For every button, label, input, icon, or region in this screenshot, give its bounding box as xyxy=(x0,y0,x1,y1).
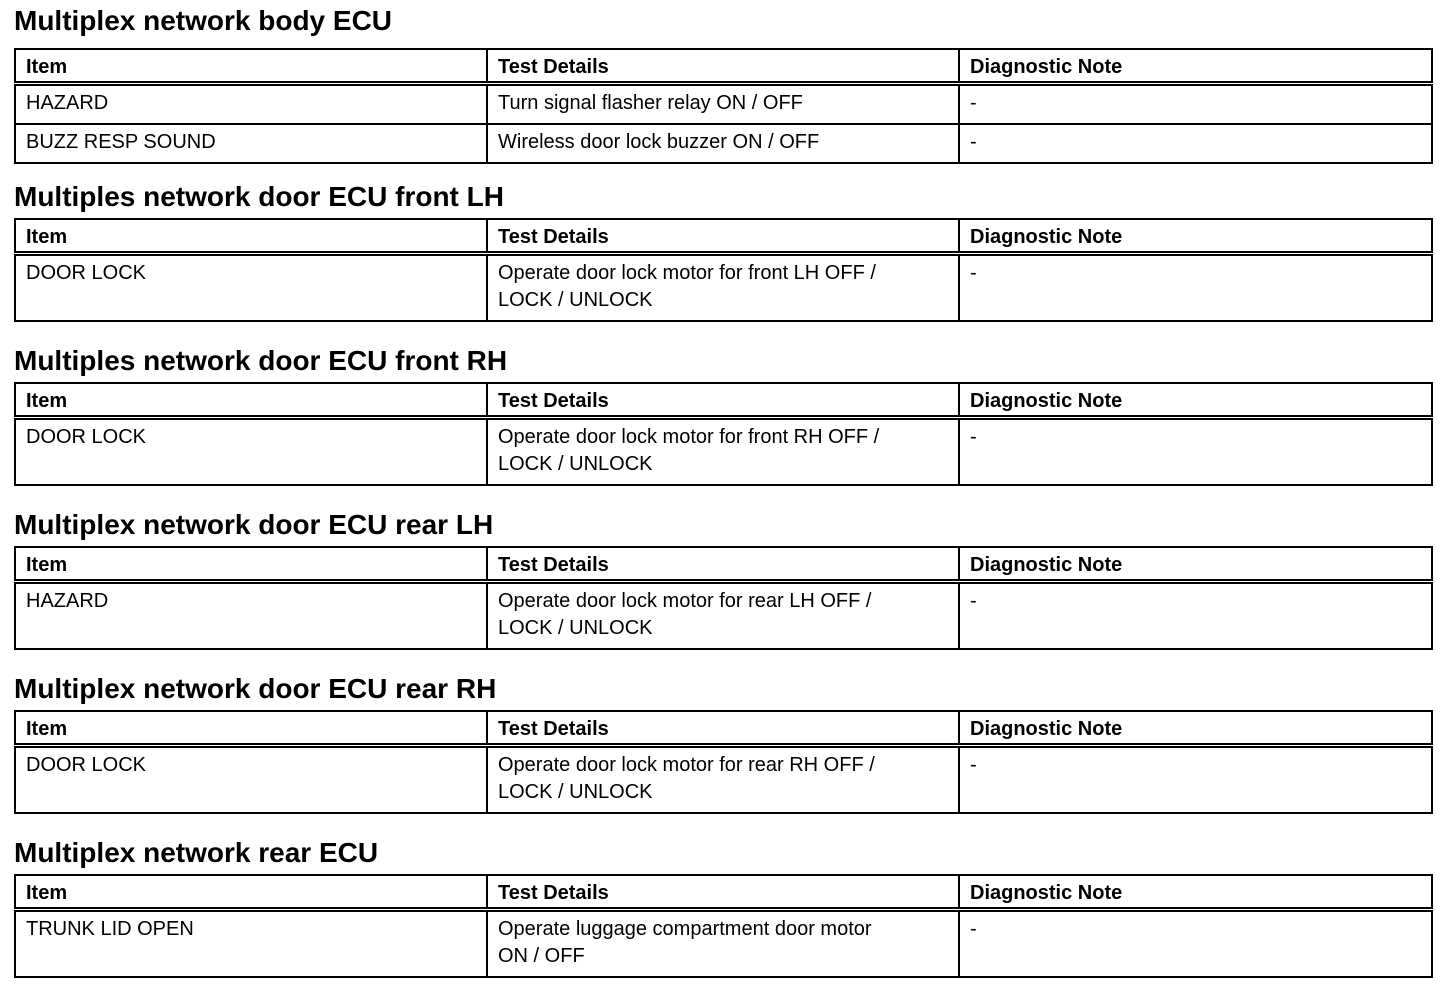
test-table xyxy=(14,874,1433,978)
cell-item: DOOR LOCK xyxy=(15,746,487,814)
test-table xyxy=(14,546,1433,650)
cell-diagnostic-note: - xyxy=(959,124,1432,163)
test-table xyxy=(14,710,1433,814)
table-row xyxy=(15,746,1432,814)
table-header-row xyxy=(15,219,1432,254)
details-line: Operate door lock motor for rear LH OFF / xyxy=(498,590,872,612)
cell-item: HAZARD xyxy=(15,84,487,125)
test-table xyxy=(14,382,1433,486)
table-row xyxy=(15,254,1432,322)
cell-test-details xyxy=(487,910,959,978)
header-test-details: Test Details xyxy=(487,711,959,746)
header-item: Item xyxy=(15,383,487,418)
cell-item: TRUNK LID OPEN xyxy=(15,910,487,978)
cell-diagnostic-note: - xyxy=(959,582,1432,650)
section-title: Multiplex network body ECU xyxy=(14,5,393,36)
header-test-details: Test Details xyxy=(487,219,959,254)
table-row xyxy=(15,910,1432,978)
section-door-ecu-rear-lh xyxy=(14,510,1433,650)
section-title: Multiplex network door ECU rear LH xyxy=(14,509,494,540)
cell-item: DOOR LOCK xyxy=(15,418,487,486)
header-diagnostic-note: Diagnostic Note xyxy=(959,875,1432,910)
details-line: ON / OFF xyxy=(498,945,585,967)
cell-test-details xyxy=(487,746,959,814)
test-table xyxy=(14,48,1433,164)
details-line: LOCK / UNLOCK xyxy=(498,453,653,475)
table-row xyxy=(15,582,1432,650)
cell-item: BUZZ RESP SOUND xyxy=(15,124,487,163)
table-header-row xyxy=(15,49,1432,84)
table-header-row xyxy=(15,875,1432,910)
section-title: Multiples network door ECU front LH xyxy=(14,181,504,212)
cell-item: DOOR LOCK xyxy=(15,254,487,322)
header-diagnostic-note: Diagnostic Note xyxy=(959,711,1432,746)
details-line: Operate door lock motor for front RH OFF / xyxy=(498,426,880,448)
section-title: Multiplex network door ECU rear RH xyxy=(14,673,497,704)
header-item: Item xyxy=(15,219,487,254)
cell-test-details xyxy=(487,418,959,486)
header-test-details: Test Details xyxy=(487,547,959,582)
cell-test-details: Turn signal flasher relay ON / OFF xyxy=(487,84,959,125)
header-item: Item xyxy=(15,875,487,910)
table-row xyxy=(15,418,1432,486)
cell-test-details: Wireless door lock buzzer ON / OFF xyxy=(487,124,959,163)
table-header-row xyxy=(15,547,1432,582)
header-diagnostic-note: Diagnostic Note xyxy=(959,547,1432,582)
section-door-ecu-front-lh xyxy=(14,182,1433,322)
header-item: Item xyxy=(15,711,487,746)
table-header-row xyxy=(15,383,1432,418)
details-line: LOCK / UNLOCK xyxy=(498,781,653,803)
header-diagnostic-note: Diagnostic Note xyxy=(959,383,1432,418)
cell-test-details xyxy=(487,582,959,650)
section-door-ecu-front-rh xyxy=(14,346,1433,486)
details-line: Operate luggage compartment door motor xyxy=(498,918,872,940)
details-line: Operate door lock motor for rear RH OFF / xyxy=(498,754,875,776)
section-body-ecu xyxy=(14,6,1433,164)
header-item: Item xyxy=(15,547,487,582)
cell-diagnostic-note: - xyxy=(959,746,1432,814)
cell-diagnostic-note: - xyxy=(959,84,1432,125)
table-row xyxy=(15,124,1432,163)
table-header-row xyxy=(15,711,1432,746)
section-title: Multiples network door ECU front RH xyxy=(14,345,508,376)
cell-diagnostic-note: - xyxy=(959,254,1432,322)
header-diagnostic-note: Diagnostic Note xyxy=(959,49,1432,84)
header-test-details: Test Details xyxy=(487,875,959,910)
cell-item: HAZARD xyxy=(15,582,487,650)
cell-diagnostic-note: - xyxy=(959,418,1432,486)
header-diagnostic-note: Diagnostic Note xyxy=(959,219,1432,254)
details-line: LOCK / UNLOCK xyxy=(498,289,653,311)
section-title: Multiplex network rear ECU xyxy=(14,837,379,868)
header-item: Item xyxy=(15,49,487,84)
cell-test-details xyxy=(487,254,959,322)
details-line: Operate door lock motor for front LH OFF / xyxy=(498,262,876,284)
section-door-ecu-rear-rh xyxy=(14,674,1433,814)
table-row xyxy=(15,84,1432,125)
header-test-details: Test Details xyxy=(487,49,959,84)
cell-diagnostic-note: - xyxy=(959,910,1432,978)
header-test-details: Test Details xyxy=(487,383,959,418)
test-table xyxy=(14,218,1433,322)
section-rear-ecu xyxy=(14,838,1433,978)
details-line: LOCK / UNLOCK xyxy=(498,617,653,639)
